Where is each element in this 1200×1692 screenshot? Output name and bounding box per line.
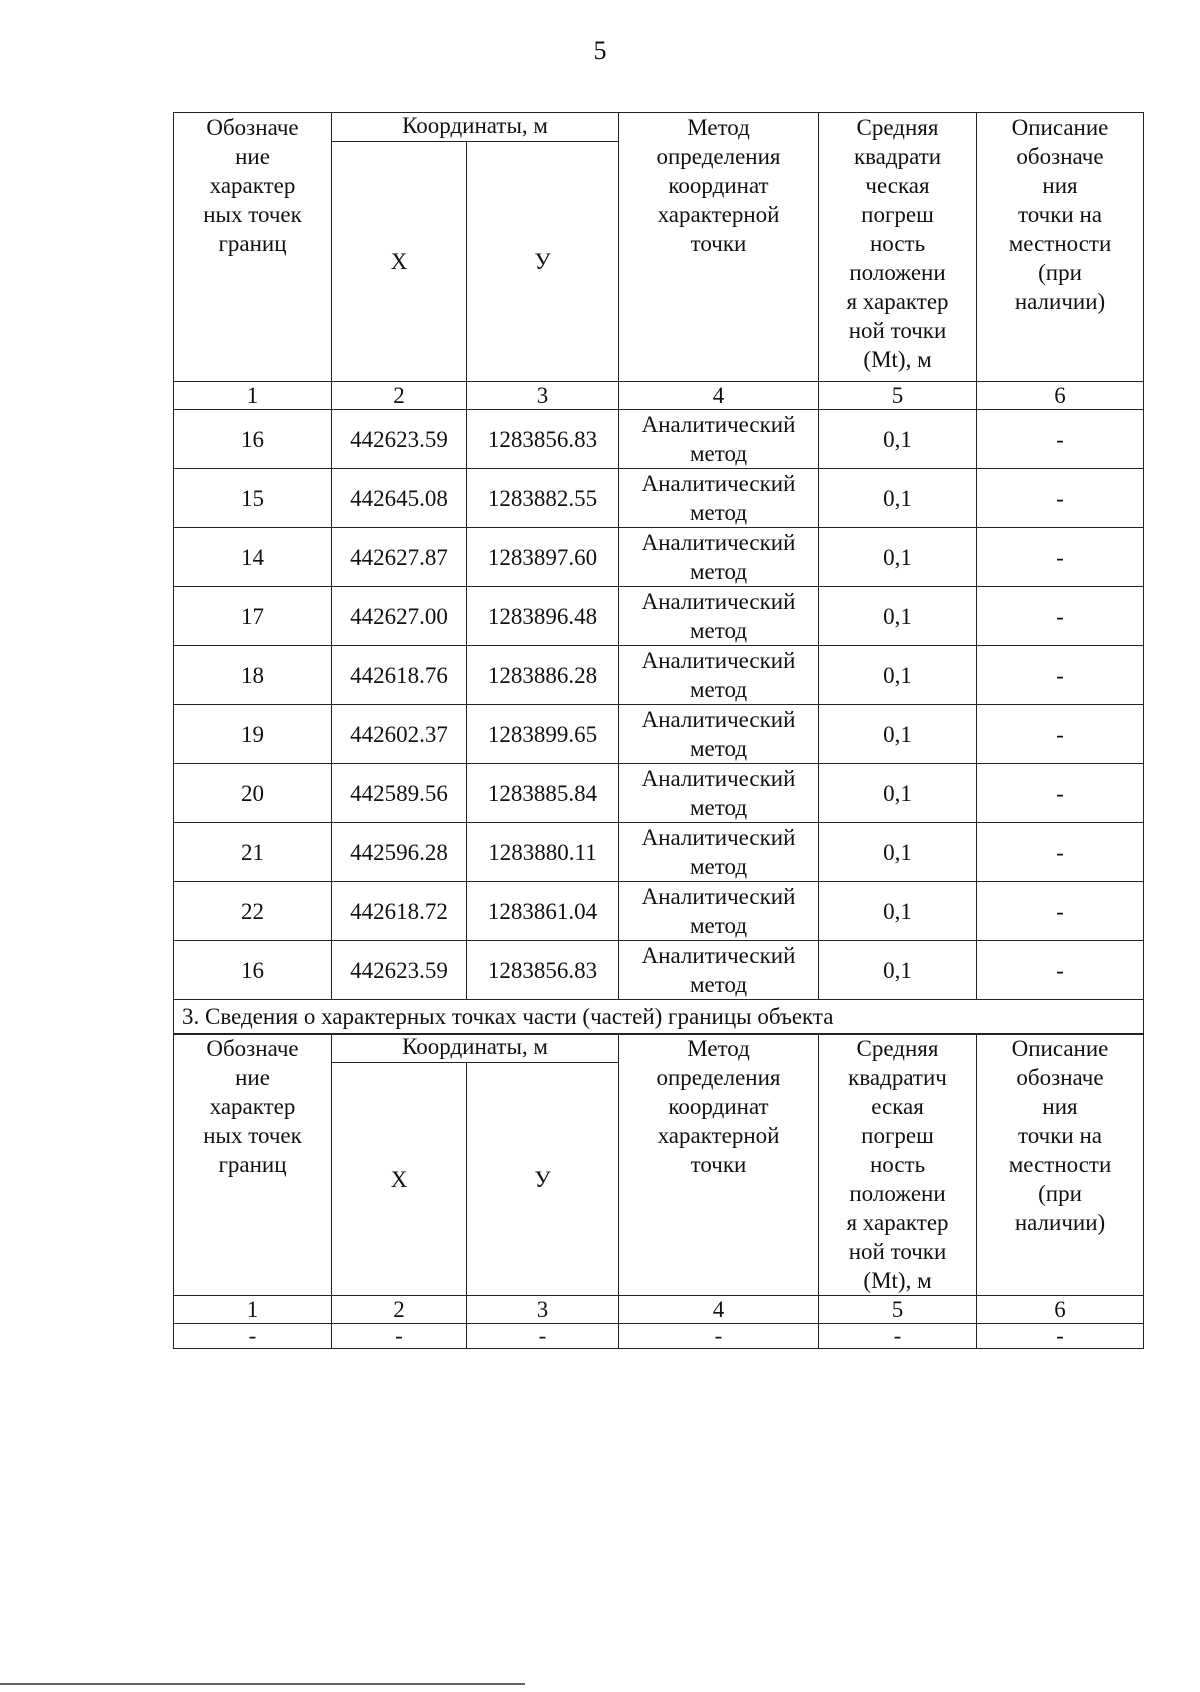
x-cell: 442645.08 bbox=[332, 469, 467, 528]
description-cell: - bbox=[977, 528, 1144, 587]
point-cell: 18 bbox=[174, 646, 332, 705]
table-row bbox=[174, 587, 1144, 646]
mt-cell: 0,1 bbox=[819, 823, 977, 882]
header-y: У bbox=[467, 1063, 619, 1296]
y-cell: 1283896.48 bbox=[467, 587, 619, 646]
method-cell: Аналитический метод bbox=[619, 587, 819, 646]
header-method: Метод определения координат характерной точки bbox=[619, 1034, 819, 1296]
column-number: 4 bbox=[619, 1296, 819, 1324]
column-number-row bbox=[174, 382, 1144, 410]
y-cell: 1283899.65 bbox=[467, 705, 619, 764]
empty-data-row bbox=[174, 1324, 1144, 1349]
description-cell: - bbox=[977, 705, 1144, 764]
table-row bbox=[174, 705, 1144, 764]
header-designation: Обозначе ние характер ных точек границ bbox=[174, 113, 332, 382]
method-cell: Аналитический метод bbox=[619, 764, 819, 823]
column-number: 2 bbox=[332, 1296, 467, 1324]
header-coordinates: Координаты, м bbox=[332, 113, 619, 142]
mt-cell: 0,1 bbox=[819, 764, 977, 823]
method-cell: Аналитический метод bbox=[619, 469, 819, 528]
mt-cell: 0,1 bbox=[819, 410, 977, 469]
column-number: 3 bbox=[467, 382, 619, 410]
point-cell: 16 bbox=[174, 410, 332, 469]
x-cell: 442627.87 bbox=[332, 528, 467, 587]
header-x: X bbox=[332, 1063, 467, 1296]
description-cell: - bbox=[977, 587, 1144, 646]
column-number: 2 bbox=[332, 382, 467, 410]
column-number: 3 bbox=[467, 1296, 619, 1324]
column-number: 5 bbox=[819, 382, 977, 410]
page-number: 5 bbox=[593, 36, 607, 65]
column-number: 6 bbox=[977, 1296, 1144, 1324]
description-cell: - bbox=[977, 469, 1144, 528]
y-cell: 1283886.28 bbox=[467, 646, 619, 705]
x-cell: 442589.56 bbox=[332, 764, 467, 823]
table-row bbox=[174, 764, 1144, 823]
y-cell: 1283856.83 bbox=[467, 941, 619, 1000]
x-cell: 442627.00 bbox=[332, 587, 467, 646]
y-cell: 1283885.84 bbox=[467, 764, 619, 823]
point-cell: 20 bbox=[174, 764, 332, 823]
mt-cell: 0,1 bbox=[819, 646, 977, 705]
empty-cell: - bbox=[174, 1324, 332, 1349]
header-coordinates: Координаты, м bbox=[332, 1034, 619, 1063]
description-cell: - bbox=[977, 410, 1144, 469]
mt-cell: 0,1 bbox=[819, 941, 977, 1000]
mt-cell: 0,1 bbox=[819, 882, 977, 941]
table-row bbox=[174, 410, 1144, 469]
method-cell: Аналитический метод bbox=[619, 941, 819, 1000]
x-cell: 442623.59 bbox=[332, 410, 467, 469]
boundary-points-table bbox=[173, 112, 1144, 1035]
point-cell: 17 bbox=[174, 587, 332, 646]
table-row bbox=[174, 941, 1144, 1000]
y-cell: 1283856.83 bbox=[467, 410, 619, 469]
point-cell: 16 bbox=[174, 941, 332, 1000]
mt-cell: 0,1 bbox=[819, 705, 977, 764]
x-cell: 442596.28 bbox=[332, 823, 467, 882]
header-y: У bbox=[467, 142, 619, 382]
x-cell: 442623.59 bbox=[332, 941, 467, 1000]
header-designation: Обозначе ние характер ных точек границ bbox=[174, 1034, 332, 1296]
header-mse: Средняя квадратич еская погреш ность положени я характер ной точки (Mt), м bbox=[819, 1034, 977, 1296]
section-title-row bbox=[174, 1000, 1144, 1035]
mt-cell: 0,1 bbox=[819, 528, 977, 587]
header-mse: Средняя квадрати ческая погреш ность положени я характер ной точки (Mt), м bbox=[819, 113, 977, 382]
header-row bbox=[174, 1034, 1144, 1063]
empty-cell: - bbox=[619, 1324, 819, 1349]
point-cell: 19 bbox=[174, 705, 332, 764]
empty-cell: - bbox=[332, 1324, 467, 1349]
point-cell: 14 bbox=[174, 528, 332, 587]
description-cell: - bbox=[977, 646, 1144, 705]
y-cell: 1283882.55 bbox=[467, 469, 619, 528]
description-cell: - bbox=[977, 764, 1144, 823]
point-cell: 22 bbox=[174, 882, 332, 941]
method-cell: Аналитический метод bbox=[619, 646, 819, 705]
part-boundary-points-table bbox=[173, 1033, 1144, 1349]
column-number: 6 bbox=[977, 382, 1144, 410]
description-cell: - bbox=[977, 882, 1144, 941]
x-cell: 442618.72 bbox=[332, 882, 467, 941]
y-cell: 1283880.11 bbox=[467, 823, 619, 882]
column-number-row bbox=[174, 1296, 1144, 1324]
column-number: 1 bbox=[174, 382, 332, 410]
table-row bbox=[174, 882, 1144, 941]
table-row bbox=[174, 823, 1144, 882]
header-row bbox=[174, 113, 1144, 142]
method-cell: Аналитический метод bbox=[619, 528, 819, 587]
y-cell: 1283897.60 bbox=[467, 528, 619, 587]
table-row bbox=[174, 528, 1144, 587]
table-row bbox=[174, 646, 1144, 705]
header-x: X bbox=[332, 142, 467, 382]
method-cell: Аналитический метод bbox=[619, 410, 819, 469]
x-cell: 442602.37 bbox=[332, 705, 467, 764]
table-row bbox=[174, 469, 1144, 528]
footer-rule bbox=[0, 1683, 525, 1685]
empty-cell: - bbox=[819, 1324, 977, 1349]
column-number: 5 bbox=[819, 1296, 977, 1324]
method-cell: Аналитический метод bbox=[619, 823, 819, 882]
section-3-title: 3. Сведения о характерных точках части (частей) границы объекта bbox=[174, 1000, 1144, 1035]
description-cell: - bbox=[977, 823, 1144, 882]
description-cell: - bbox=[977, 941, 1144, 1000]
mt-cell: 0,1 bbox=[819, 587, 977, 646]
empty-cell: - bbox=[977, 1324, 1144, 1349]
header-description: Описание обозначе ния точки на местности (при наличии) bbox=[977, 1034, 1144, 1296]
column-number: 4 bbox=[619, 382, 819, 410]
point-cell: 15 bbox=[174, 469, 332, 528]
column-number: 1 bbox=[174, 1296, 332, 1324]
header-method: Метод определения координат характерной точки bbox=[619, 113, 819, 382]
mt-cell: 0,1 bbox=[819, 469, 977, 528]
header-description: Описание обозначе ния точки на местности (при наличии) bbox=[977, 113, 1144, 382]
x-cell: 442618.76 bbox=[332, 646, 467, 705]
empty-cell: - bbox=[467, 1324, 619, 1349]
method-cell: Аналитический метод bbox=[619, 882, 819, 941]
method-cell: Аналитический метод bbox=[619, 705, 819, 764]
point-cell: 21 bbox=[174, 823, 332, 882]
data-rows bbox=[174, 410, 1144, 1000]
y-cell: 1283861.04 bbox=[467, 882, 619, 941]
